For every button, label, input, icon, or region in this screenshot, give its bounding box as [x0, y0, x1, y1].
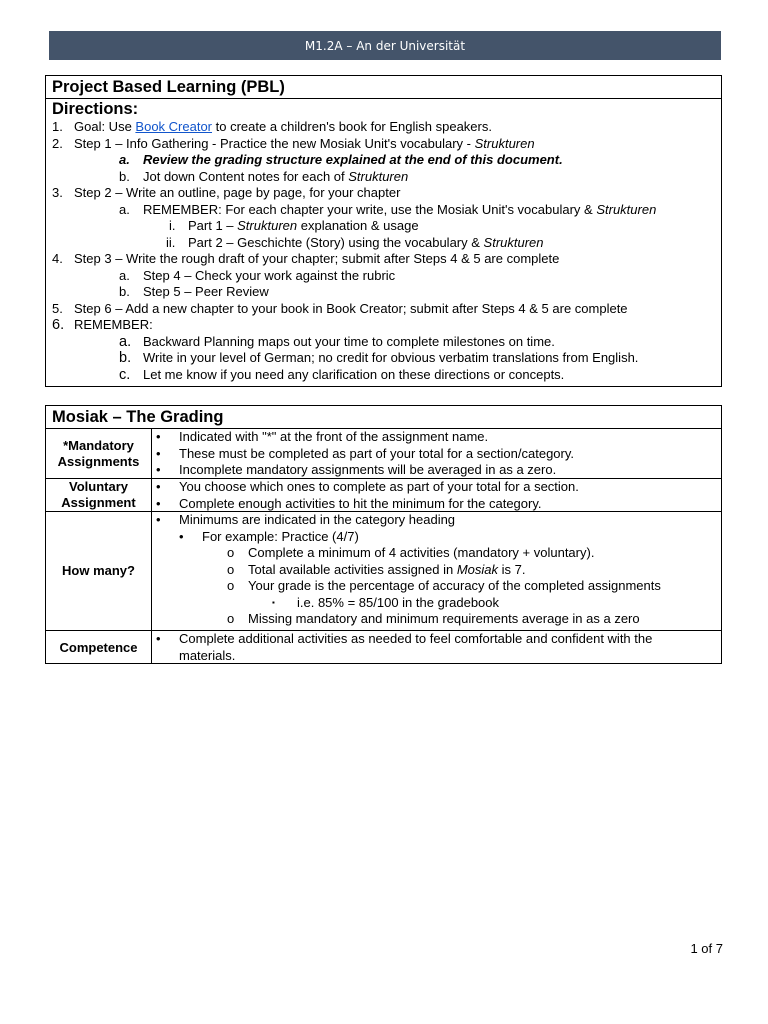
bullet-item: • Indicated with "*" at the front of the assignment name.	[156, 429, 489, 444]
header-title: M1.2A – An der Universität	[304, 38, 466, 53]
table-row	[46, 428, 721, 478]
list-item: 1. Goal: Use Book Creator to create a children's book for English speakers.	[52, 119, 492, 134]
table-row	[46, 511, 721, 630]
row-label: Voluntary Assignment	[46, 479, 152, 511]
pbl-title: Project Based Learning (PBL)	[46, 76, 721, 99]
list-item: 3. Step 2 – Write an outline, page by page, for your chapter	[52, 185, 401, 200]
row-label: Competence	[46, 631, 152, 664]
bullet-item: o Missing mandatory and minimum requirements average in as a zero	[227, 611, 640, 626]
bullet-item: • These must be completed as part of your total for a section/category.	[156, 445, 575, 461]
list-item: b. Step 5 – Peer Review	[119, 284, 269, 299]
list-item: c. Let me know if you need any clarification on these directions or concepts.	[119, 366, 565, 383]
document-header	[49, 31, 721, 60]
list-item: 4. Step 3 – Write the rough draft of your chapter; submit after Steps 4 & 5 are complete	[52, 251, 560, 266]
page-number: 1 of 7	[690, 941, 723, 956]
bullet-item: • You choose which ones to complete as part of your total for a section.	[156, 479, 579, 494]
directions-heading: Directions:	[52, 100, 139, 118]
bullet-item: • For example: Practice (4/7)	[179, 528, 359, 544]
bullet-item: • Complete additional activities as needed to feel comfortable and confident with the materials.	[156, 631, 653, 663]
pbl-section	[45, 75, 722, 387]
bullet-item: o Total available activities assigned in Mosiak is 7.	[227, 561, 526, 577]
bullet-item: • Incomplete mandatory assignments will be averaged in as a zero.	[156, 462, 557, 477]
table-row	[46, 478, 721, 511]
grading-table	[46, 428, 721, 664]
list-item: a. Review the grading structure explained at the end of this document.	[119, 152, 563, 167]
bullet-item: • Minimums are indicated in the category heading	[156, 512, 456, 527]
list-item: 2. Step 1 – Info Gathering - Practice the new Mosiak Unit's vocabulary - Strukturen	[52, 135, 535, 151]
list-item: 6. REMEMBER:	[52, 317, 153, 333]
list-item: b. Jot down Content notes for each of Strukturen	[119, 168, 409, 184]
book-creator-link[interactable]: Book Creator	[135, 119, 213, 134]
grading-section	[45, 405, 722, 664]
row-label: How many?	[46, 512, 152, 630]
bullet-item: ▪ i.e. 85% = 85/100 in the gradebook	[272, 594, 500, 610]
list-item: a. REMEMBER: For each chapter your write, use the Mosiak Unit's vocabulary & Strukturen	[119, 201, 657, 217]
bullet-item: • Complete enough activities to hit the minimum for the category.	[156, 495, 542, 511]
list-item: ii. Part 2 – Geschichte (Story) using the vocabulary & Strukturen	[166, 234, 544, 250]
list-item: 5. Step 6 – Add a new chapter to your book in Book Creator; submit after Steps 4 & 5 are complete	[52, 300, 628, 316]
list-item: i. Part 1 – Strukturen explanation & usage	[169, 218, 419, 233]
list-item: a. Step 4 – Check your work against the rubric	[119, 267, 396, 283]
bullet-item: o Your grade is the percentage of accuracy of the completed assignments	[227, 578, 661, 593]
grading-title: Mosiak – The Grading	[52, 408, 224, 426]
bullet-item: o Complete a minimum of 4 activities (mandatory + voluntary).	[227, 545, 595, 560]
table-row	[46, 630, 721, 664]
list-item: b. Write in your level of German; no credit for obvious verbatim translations from English.	[119, 350, 639, 366]
list-item: a. Backward Planning maps out your time to complete milestones on time.	[119, 333, 555, 350]
row-label: *Mandatory Assignments	[46, 429, 152, 478]
